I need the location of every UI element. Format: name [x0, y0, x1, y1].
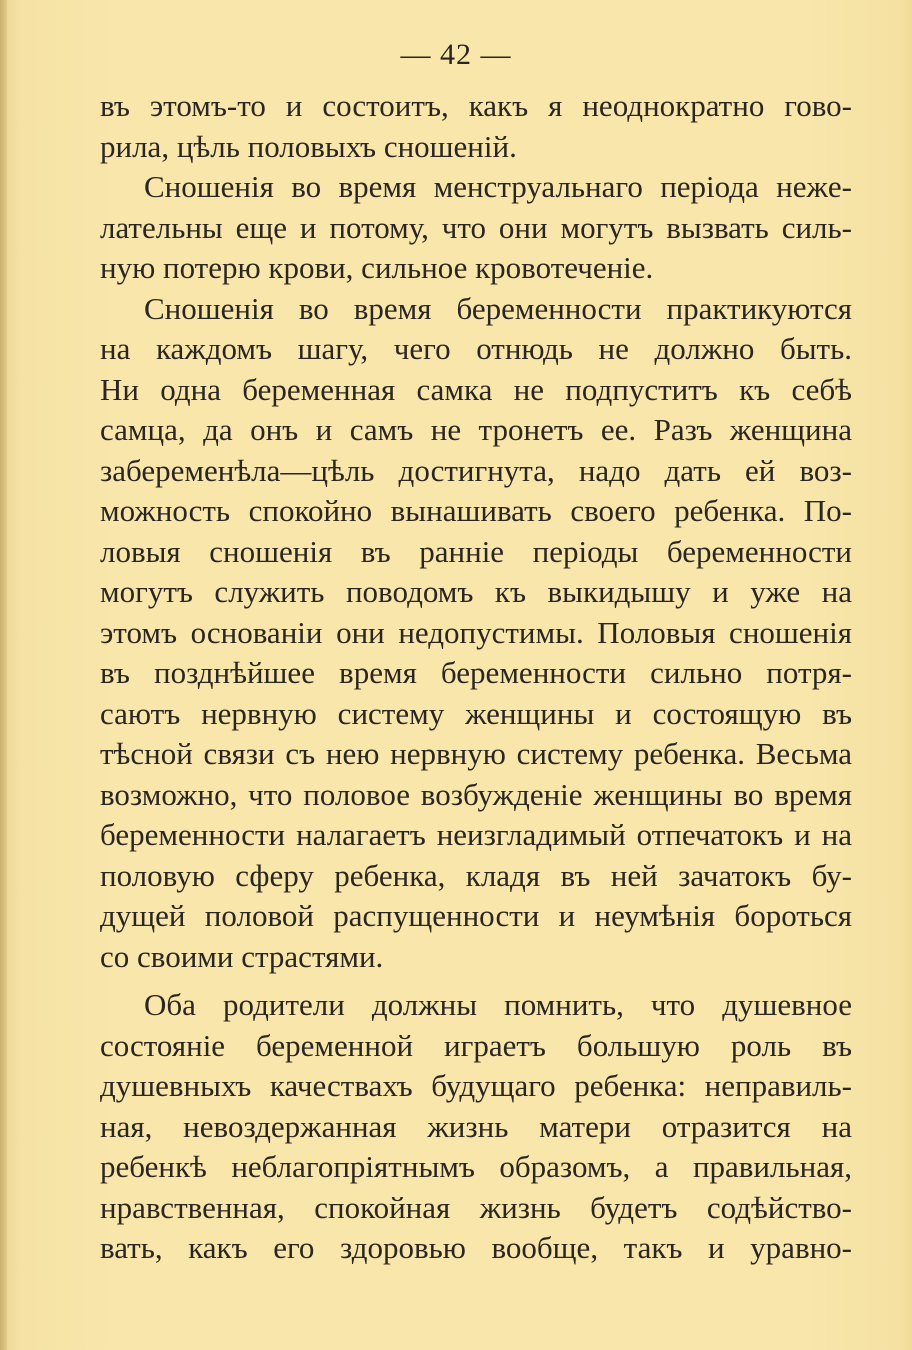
text-line: ная, невоздержанная жизнь матери отразится на [100, 1108, 852, 1144]
paragraph [100, 86, 852, 167]
text-line: возможно, что половое возбужденіе женщины во время [100, 776, 852, 812]
page-number: — 42 — [400, 38, 512, 71]
text-line: тѣсной связи съ нею нервную систему ребенка. Весьма [100, 736, 852, 771]
text-line: половую сферу ребенка, кладя въ ней зачатокъ бу- [100, 857, 852, 893]
text-line: лательны еще и потому, что они могутъ вызвать силь- [100, 209, 852, 245]
text-line: ную потерю крови, сильное кровотеченіе. [100, 250, 654, 285]
text-line: забеременѣла—цѣль достигнута, надо дать ей воз- [100, 452, 852, 488]
text-line: Сношенія во время менструальнаго періода нежe- [144, 169, 852, 204]
text-line: беременности налагаетъ неизгладимый отпечатокъ и на [100, 817, 852, 852]
text-line: этомъ основаніи они недопустимы. Половыя сношенія [100, 614, 852, 650]
text-line: состояніе беременной играетъ большую роль въ [100, 1027, 852, 1063]
text-line: Сношенія во время беременности практикуются [144, 290, 852, 326]
text-line: рила, цѣль половыхъ сношеній. [100, 128, 517, 164]
text-line: самца, да онъ и самъ не тронетъ ее. Разъ женщина [100, 412, 852, 447]
text-line: душевныхъ качествахъ будущаго ребенка: неправиль- [100, 1068, 852, 1103]
text-line: вать, какъ его здоровью вообще, такъ и уравно- [100, 1230, 852, 1265]
text-line: въ этомъ-то и состоитъ, какъ я неоднократно гово- [100, 88, 852, 123]
text-line: саютъ нервную систему женщины и состоящую въ [100, 695, 852, 731]
text-line: со своими страстями. [100, 938, 384, 974]
page-text [100, 86, 852, 1269]
text-line: дущей половой распущенности и неумѣнія бороться [100, 898, 852, 933]
text-line: можность спокойно вынашивать своего ребенка. По- [100, 493, 852, 528]
page-edge [0, 0, 7, 1350]
text-line: на каждомъ шагу, чего отнюдь не должно быть. [100, 331, 852, 366]
text-line: Ни одна беременная самка не подпуститъ къ себѣ [100, 371, 852, 407]
text-line: нравственная, спокойная жизнь будетъ содѣйство- [100, 1189, 852, 1225]
text-line: ловыя сношенія въ ранніе періоды беременности [100, 533, 852, 569]
paragraph [100, 289, 852, 978]
text-line: могутъ служить поводомъ къ выкидышу и уже на [100, 574, 852, 609]
text-line: Оба родители должны помнить, что душевное [144, 987, 852, 1022]
paragraph [100, 985, 852, 1269]
paragraph [100, 167, 852, 289]
text-line: ребенкѣ неблагопріятнымъ образомъ, а правильная, [100, 1149, 852, 1184]
text-line: въ позднѣйшее время беременности сильно потря- [100, 655, 852, 690]
